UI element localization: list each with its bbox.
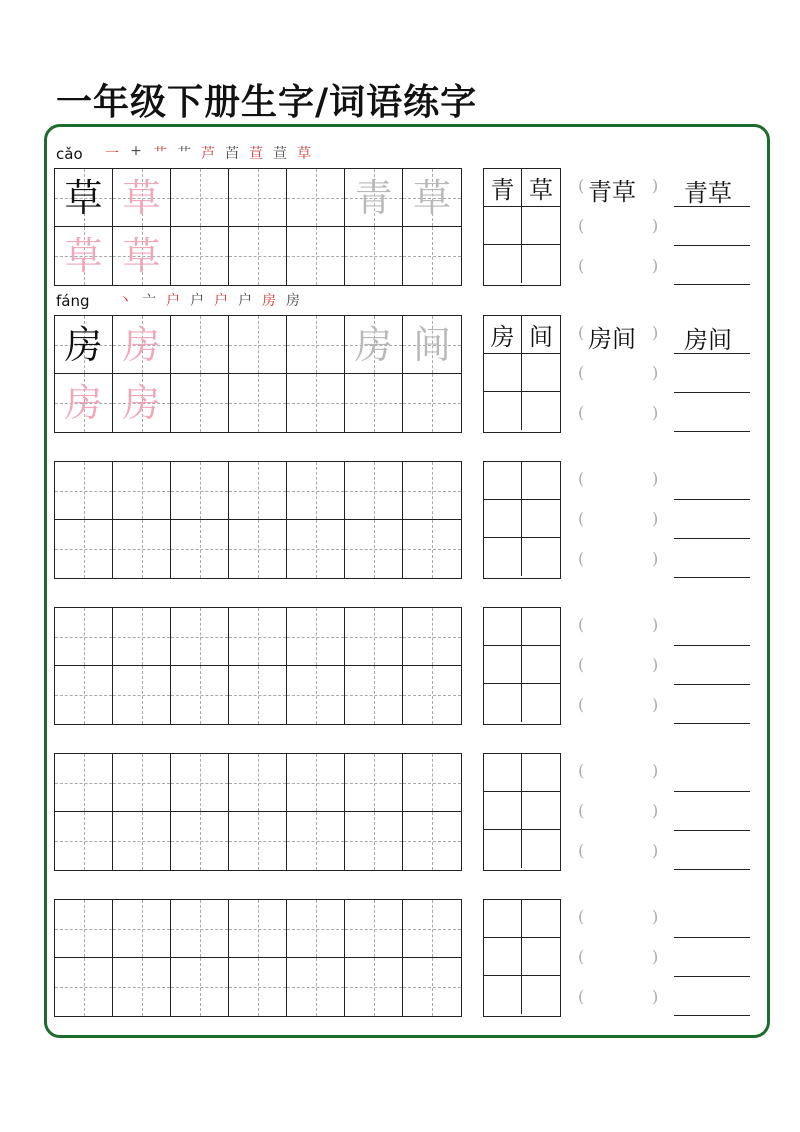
grid-cell[interactable] [287, 666, 345, 724]
grid-cell[interactable] [171, 958, 229, 1016]
grid-cell[interactable] [171, 227, 229, 285]
grid-cell[interactable] [113, 900, 171, 958]
right-paren: ) [652, 615, 659, 634]
grid-cell[interactable] [171, 520, 229, 578]
bracket-blank[interactable] [578, 647, 658, 685]
word-grid-cell[interactable] [484, 207, 522, 245]
trace-character: 青 [354, 175, 393, 220]
pinyin-label: fáng [56, 292, 90, 310]
page-title: 一年级下册生字/词语练字 [56, 81, 478, 123]
word-grid-cell[interactable] [484, 976, 522, 1014]
grid-cell[interactable] [229, 812, 287, 870]
tianzi-grid [54, 168, 462, 286]
model-character: 草 [64, 175, 103, 220]
left-paren: ( [578, 509, 585, 528]
trace-character: 房 [122, 381, 161, 425]
tianzi-grid [54, 899, 462, 1017]
stroke-step: 户 [238, 293, 252, 309]
writing-line[interactable] [674, 753, 750, 792]
left-paren: ( [578, 256, 585, 275]
tianzi-grid [54, 753, 462, 871]
grid-cell[interactable] [229, 754, 287, 812]
grid-cell[interactable] [403, 227, 461, 285]
stroke-step: 房 [286, 293, 300, 309]
writing-line[interactable] [674, 899, 750, 938]
writing-line[interactable] [674, 461, 750, 500]
left-paren: ( [578, 987, 585, 1006]
grid-cell[interactable] [287, 754, 345, 812]
grid-cell[interactable] [403, 958, 461, 1016]
word-grid [483, 607, 561, 725]
bracket-word: 青草 [588, 178, 636, 206]
left-paren: ( [578, 801, 585, 820]
word-grid-cell[interactable] [522, 754, 560, 792]
word-grid-cell[interactable] [522, 976, 560, 1014]
left-paren: ( [578, 655, 585, 674]
word-grid-cell[interactable] [484, 684, 522, 722]
grid-cell[interactable] [287, 316, 345, 374]
word-grid-cell[interactable]: 草 [522, 169, 560, 207]
grid-cell[interactable] [287, 608, 345, 666]
grid-cell[interactable] [403, 754, 461, 812]
model-character: 房 [64, 322, 103, 367]
trace-character: 房 [354, 322, 393, 367]
grid-cell[interactable] [287, 374, 345, 432]
writing-line[interactable] [674, 500, 750, 539]
grid-cell[interactable] [403, 666, 461, 724]
grid-cell[interactable] [229, 374, 287, 432]
writing-line[interactable] [674, 831, 750, 870]
bracket-blank[interactable] [578, 899, 658, 937]
bracket-blank[interactable] [578, 248, 658, 286]
right-paren: ) [652, 987, 659, 1006]
bracket-blank[interactable] [578, 687, 658, 725]
grid-cell[interactable] [403, 520, 461, 578]
word-grid-cell[interactable] [484, 538, 522, 576]
grid-cell[interactable] [345, 227, 403, 285]
trace-character: 房 [64, 381, 103, 425]
grid-cell[interactable] [229, 316, 287, 374]
grid-cell[interactable] [113, 812, 171, 870]
grid-cell[interactable] [345, 462, 403, 520]
grid-cell[interactable] [229, 462, 287, 520]
bracket-blank[interactable] [578, 793, 658, 831]
left-paren: ( [578, 549, 585, 568]
grid-cell[interactable] [171, 754, 229, 812]
word-grid-cell[interactable]: 房 [484, 316, 522, 354]
left-paren: ( [578, 947, 585, 966]
grid-cell[interactable] [229, 958, 287, 1016]
right-paren: ) [652, 323, 659, 342]
grid-cell[interactable] [287, 462, 345, 520]
bracket-blank[interactable] [578, 979, 658, 1017]
grid-cell[interactable] [113, 520, 171, 578]
grid-cell[interactable] [345, 666, 403, 724]
word-grid-cell[interactable] [484, 792, 522, 830]
word-grid-cell[interactable] [522, 646, 560, 684]
stroke-step: 户 [190, 293, 204, 309]
grid-cell[interactable] [403, 169, 461, 227]
word-grid-cell[interactable] [522, 684, 560, 722]
right-paren: ) [652, 947, 659, 966]
stroke-order [116, 290, 302, 310]
word-grid-cell[interactable] [522, 207, 560, 245]
grid-cell[interactable] [403, 374, 461, 432]
stroke-step: 草 [297, 146, 311, 162]
word-grid-cell[interactable] [522, 392, 560, 430]
grid-cell[interactable] [55, 812, 113, 870]
right-paren: ) [652, 176, 659, 195]
grid-cell[interactable] [55, 900, 113, 958]
stroke-step: 房 [262, 293, 276, 309]
left-paren: ( [578, 695, 585, 714]
tianzi-grid [54, 461, 462, 579]
grid-cell[interactable] [171, 666, 229, 724]
left-paren: ( [578, 323, 585, 342]
word-grid-cell[interactable] [522, 792, 560, 830]
right-paren: ) [652, 655, 659, 674]
writing-line[interactable] [674, 792, 750, 831]
stroke-step: 芦 [201, 146, 215, 162]
word-grid-cell[interactable] [522, 608, 560, 646]
trace-character: 草 [122, 234, 161, 278]
grid-cell[interactable] [113, 374, 171, 432]
bracket-blank[interactable] [578, 541, 658, 579]
word-grid-cell[interactable] [484, 462, 522, 500]
left-paren: ( [578, 615, 585, 634]
line-word: 青草 [684, 179, 732, 207]
grid-cell[interactable] [55, 666, 113, 724]
grid-cell[interactable] [55, 374, 113, 432]
right-paren: ) [652, 256, 659, 275]
word-grid [483, 753, 561, 871]
word-grid-cell[interactable] [484, 392, 522, 430]
grid-cell[interactable] [113, 316, 171, 374]
grid-cell[interactable] [113, 666, 171, 724]
left-paren: ( [578, 469, 585, 488]
left-paren: ( [578, 176, 585, 195]
bracket-blank[interactable] [578, 168, 658, 206]
writing-line[interactable] [674, 207, 750, 246]
left-paren: ( [578, 216, 585, 235]
grid-cell[interactable] [113, 169, 171, 227]
grid-cell[interactable] [229, 169, 287, 227]
bracket-blank[interactable] [578, 355, 658, 393]
stroke-step: 户 [166, 293, 180, 309]
grid-cell[interactable] [345, 812, 403, 870]
right-paren: ) [652, 403, 659, 422]
line-word: 房间 [684, 326, 732, 354]
right-paren: ) [652, 509, 659, 528]
word-grid-cell[interactable] [484, 938, 522, 976]
word-grid-cell[interactable] [484, 900, 522, 938]
writing-line[interactable] [674, 315, 750, 354]
grid-cell[interactable] [287, 520, 345, 578]
word-grid-cell[interactable] [484, 830, 522, 868]
grid-cell[interactable] [345, 754, 403, 812]
grid-cell[interactable] [345, 520, 403, 578]
bracket-blank[interactable] [578, 461, 658, 499]
word-grid [483, 315, 561, 433]
stroke-order [103, 143, 313, 163]
writing-line[interactable] [674, 246, 750, 285]
grid-cell[interactable] [229, 900, 287, 958]
writing-line[interactable] [674, 977, 750, 1016]
left-paren: ( [578, 907, 585, 926]
stroke-step: 荁 [273, 146, 287, 162]
tianzi-grid [54, 607, 462, 725]
grid-cell[interactable] [287, 227, 345, 285]
grid-cell[interactable] [287, 958, 345, 1016]
stroke-step: 艹 [153, 146, 167, 162]
word-grid [483, 461, 561, 579]
left-paren: ( [578, 841, 585, 860]
word-grid [483, 168, 561, 286]
grid-cell[interactable] [287, 169, 345, 227]
word-grid-cell[interactable] [522, 245, 560, 283]
bracket-blank[interactable] [578, 753, 658, 791]
grid-cell[interactable] [113, 958, 171, 1016]
grid-cell[interactable] [171, 374, 229, 432]
right-paren: ) [652, 469, 659, 488]
bracket-blank[interactable] [578, 607, 658, 645]
writing-line[interactable] [674, 685, 750, 724]
stroke-step: 荁 [249, 146, 263, 162]
word-grid-cell[interactable] [484, 245, 522, 283]
word-grid-cell[interactable] [484, 500, 522, 538]
grid-cell[interactable] [55, 169, 113, 227]
trace-character: 草 [412, 175, 451, 220]
bracket-blank[interactable] [578, 395, 658, 433]
writing-line[interactable] [674, 646, 750, 685]
writing-line[interactable] [674, 393, 750, 432]
grid-cell[interactable] [55, 958, 113, 1016]
grid-cell[interactable] [403, 900, 461, 958]
right-paren: ) [652, 841, 659, 860]
grid-cell[interactable] [345, 374, 403, 432]
grid-cell[interactable] [55, 462, 113, 520]
grid-cell[interactable] [55, 227, 113, 285]
grid-cell[interactable] [113, 608, 171, 666]
stroke-step: 苩 [225, 146, 239, 162]
bracket-blank[interactable] [578, 939, 658, 977]
left-paren: ( [578, 363, 585, 382]
right-paren: ) [652, 549, 659, 568]
word-grid-cell[interactable] [522, 830, 560, 868]
word-grid-cell[interactable] [522, 900, 560, 938]
word-grid-cell[interactable] [522, 938, 560, 976]
trace-character: 草 [122, 175, 161, 220]
stroke-step: + [130, 143, 142, 159]
grid-cell[interactable] [171, 608, 229, 666]
word-grid-cell[interactable] [522, 500, 560, 538]
stroke-step: 亠 [142, 293, 156, 309]
grid-cell[interactable] [345, 316, 403, 374]
grid-cell[interactable] [229, 227, 287, 285]
grid-cell[interactable] [229, 666, 287, 724]
grid-cell[interactable] [113, 227, 171, 285]
writing-line[interactable] [674, 168, 750, 207]
grid-cell[interactable] [403, 462, 461, 520]
tianzi-grid [54, 315, 462, 433]
grid-cell[interactable] [171, 316, 229, 374]
grid-cell[interactable] [171, 900, 229, 958]
bracket-blank[interactable] [578, 833, 658, 871]
pinyin-label: cǎo [56, 145, 83, 163]
word-grid-cell[interactable] [522, 538, 560, 576]
stroke-step: 一 [105, 146, 119, 162]
grid-cell[interactable] [345, 958, 403, 1016]
writing-line[interactable] [674, 539, 750, 578]
bracket-word: 房间 [588, 325, 636, 353]
grid-cell[interactable] [403, 812, 461, 870]
word-grid [483, 899, 561, 1017]
word-grid-cell[interactable] [484, 646, 522, 684]
word-grid-cell[interactable] [484, 754, 522, 792]
stroke-step: 艹 [177, 146, 191, 162]
grid-cell[interactable] [345, 608, 403, 666]
word-grid-cell[interactable] [522, 354, 560, 392]
stroke-step: 丶 [118, 293, 132, 309]
trace-character: 草 [64, 234, 103, 278]
grid-cell[interactable] [403, 316, 461, 374]
right-paren: ) [652, 761, 659, 780]
left-paren: ( [578, 403, 585, 422]
writing-line[interactable] [674, 607, 750, 646]
right-paren: ) [652, 907, 659, 926]
grid-cell[interactable] [55, 520, 113, 578]
stroke-step: 户 [214, 293, 228, 309]
word-grid-cell[interactable] [484, 354, 522, 392]
grid-cell[interactable] [229, 608, 287, 666]
grid-cell[interactable] [403, 608, 461, 666]
grid-cell[interactable] [171, 169, 229, 227]
left-paren: ( [578, 761, 585, 780]
grid-cell[interactable] [171, 462, 229, 520]
right-paren: ) [652, 363, 659, 382]
grid-cell[interactable] [171, 812, 229, 870]
word-grid-cell[interactable]: 青 [484, 169, 522, 207]
writing-line[interactable] [674, 354, 750, 393]
bracket-blank[interactable] [578, 208, 658, 246]
grid-cell[interactable] [113, 754, 171, 812]
grid-cell[interactable] [287, 812, 345, 870]
word-grid-cell[interactable]: 间 [522, 316, 560, 354]
grid-cell[interactable] [55, 608, 113, 666]
grid-cell[interactable] [345, 169, 403, 227]
right-paren: ) [652, 216, 659, 235]
word-grid-cell[interactable] [522, 462, 560, 500]
bracket-blank[interactable] [578, 315, 658, 353]
grid-cell[interactable] [345, 900, 403, 958]
grid-cell[interactable] [55, 754, 113, 812]
grid-cell[interactable] [55, 316, 113, 374]
trace-character: 间 [412, 322, 451, 367]
right-paren: ) [652, 695, 659, 714]
grid-cell[interactable] [287, 900, 345, 958]
word-grid-cell[interactable] [484, 608, 522, 646]
trace-character: 房 [122, 322, 161, 367]
right-paren: ) [652, 801, 659, 820]
grid-cell[interactable] [229, 520, 287, 578]
bracket-blank[interactable] [578, 501, 658, 539]
writing-line[interactable] [674, 938, 750, 977]
grid-cell[interactable] [113, 462, 171, 520]
